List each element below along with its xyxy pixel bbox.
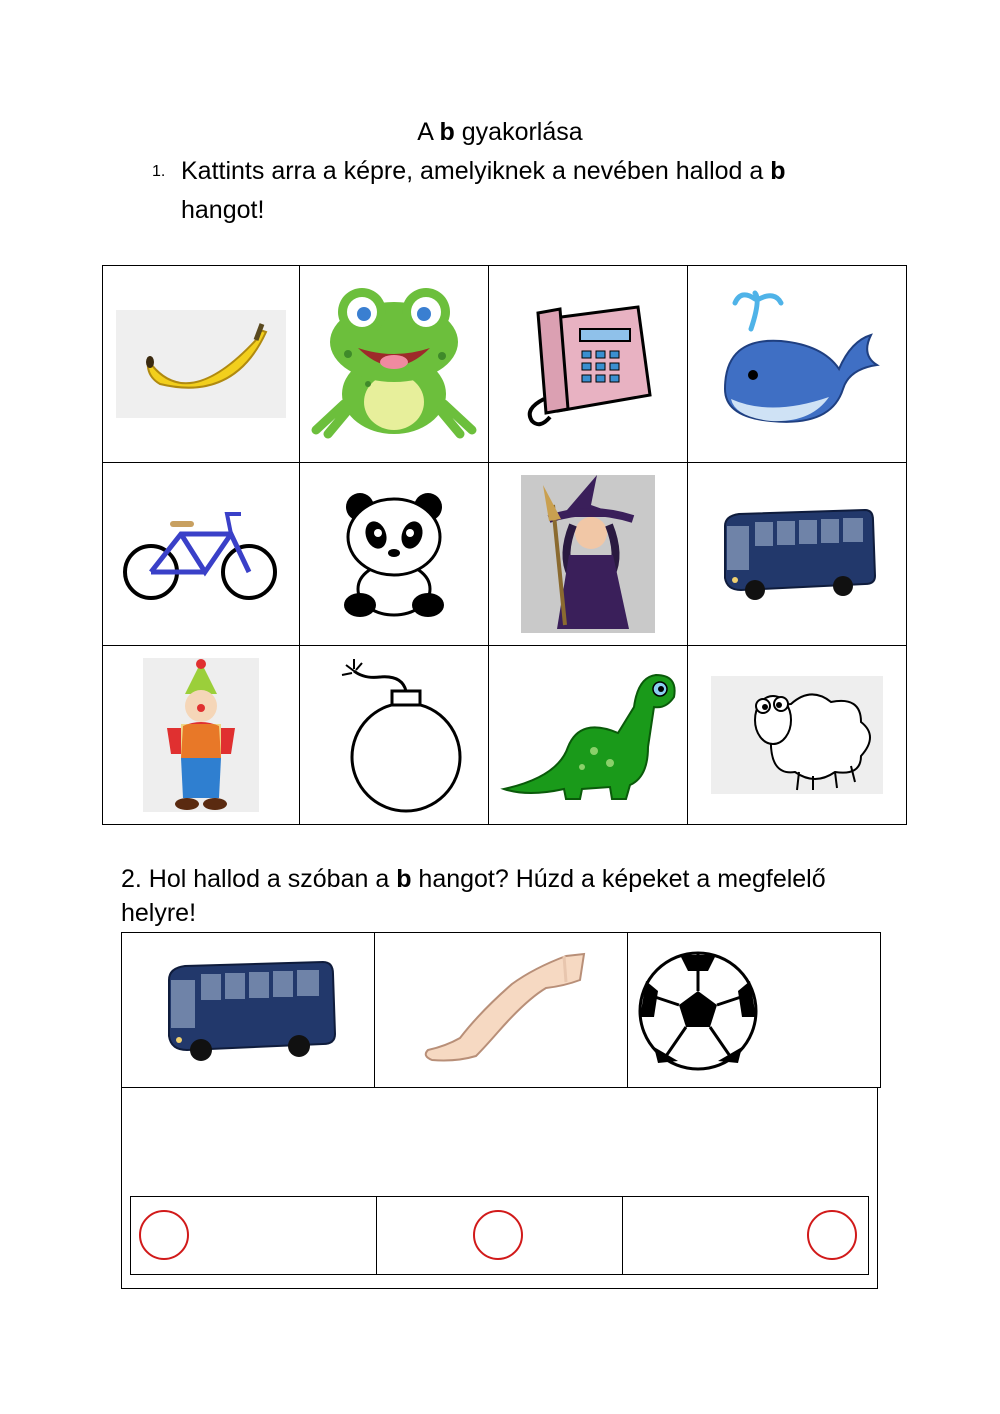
draggable-picture-leg[interactable] bbox=[375, 933, 628, 1088]
question-1-text: Kattints arra a képre, amelyiknek a nevében hallod a b hangot! bbox=[181, 157, 786, 224]
picture-cell-bicycle[interactable] bbox=[103, 463, 300, 646]
bicycle-icon bbox=[121, 504, 281, 604]
picture-grid-1 bbox=[102, 265, 907, 825]
draggable-picture-bus[interactable] bbox=[122, 933, 375, 1088]
picture-cell-banana[interactable] bbox=[103, 266, 300, 463]
bus-icon bbox=[715, 504, 879, 604]
slot-end[interactable] bbox=[623, 1197, 869, 1275]
slot-middle[interactable] bbox=[377, 1197, 623, 1275]
banana-icon bbox=[116, 310, 286, 418]
picture-cell-panda[interactable] bbox=[300, 463, 489, 646]
picture-cell-frog[interactable] bbox=[300, 266, 489, 463]
draggable-picture-soccer-ball[interactable] bbox=[628, 933, 881, 1088]
whale-icon bbox=[711, 289, 883, 439]
question-2: 2. Hol hallod a szóban a b hangot? Húzd a képeket a megfelelő helyre! bbox=[121, 865, 826, 927]
picture-cell-witch[interactable] bbox=[489, 463, 688, 646]
picture-cell-whale[interactable] bbox=[688, 266, 907, 463]
picture-cell-dinosaur[interactable] bbox=[489, 646, 688, 825]
page-title: A b gyakorlása bbox=[417, 118, 583, 146]
soccer-ball-icon bbox=[628, 945, 868, 1075]
slot-beginning[interactable] bbox=[131, 1197, 377, 1275]
frog-icon bbox=[308, 284, 480, 444]
picture-cell-bomb[interactable] bbox=[300, 646, 489, 825]
panda-icon bbox=[334, 489, 454, 619]
clown-icon bbox=[143, 658, 259, 812]
picture-cell-bus[interactable] bbox=[688, 463, 907, 646]
slot-marker-circle bbox=[473, 1210, 523, 1260]
dinosaur-icon bbox=[498, 667, 678, 803]
slot-marker-circle bbox=[807, 1210, 857, 1260]
picture-cell-telephone[interactable] bbox=[489, 266, 688, 463]
telephone-icon bbox=[518, 299, 658, 429]
question-number: 1. bbox=[152, 163, 166, 180]
sheep-icon bbox=[711, 676, 883, 794]
picture-cell-sheep[interactable] bbox=[688, 646, 907, 825]
witch-icon bbox=[521, 475, 655, 633]
position-slots bbox=[130, 1196, 869, 1275]
bomb-icon bbox=[324, 655, 464, 815]
question-1 bbox=[152, 152, 872, 230]
bus-icon bbox=[157, 954, 339, 1066]
picture-grid-2 bbox=[121, 932, 881, 1088]
leg-icon bbox=[416, 950, 586, 1070]
slot-marker-circle bbox=[139, 1210, 189, 1260]
picture-cell-clown[interactable] bbox=[103, 646, 300, 825]
